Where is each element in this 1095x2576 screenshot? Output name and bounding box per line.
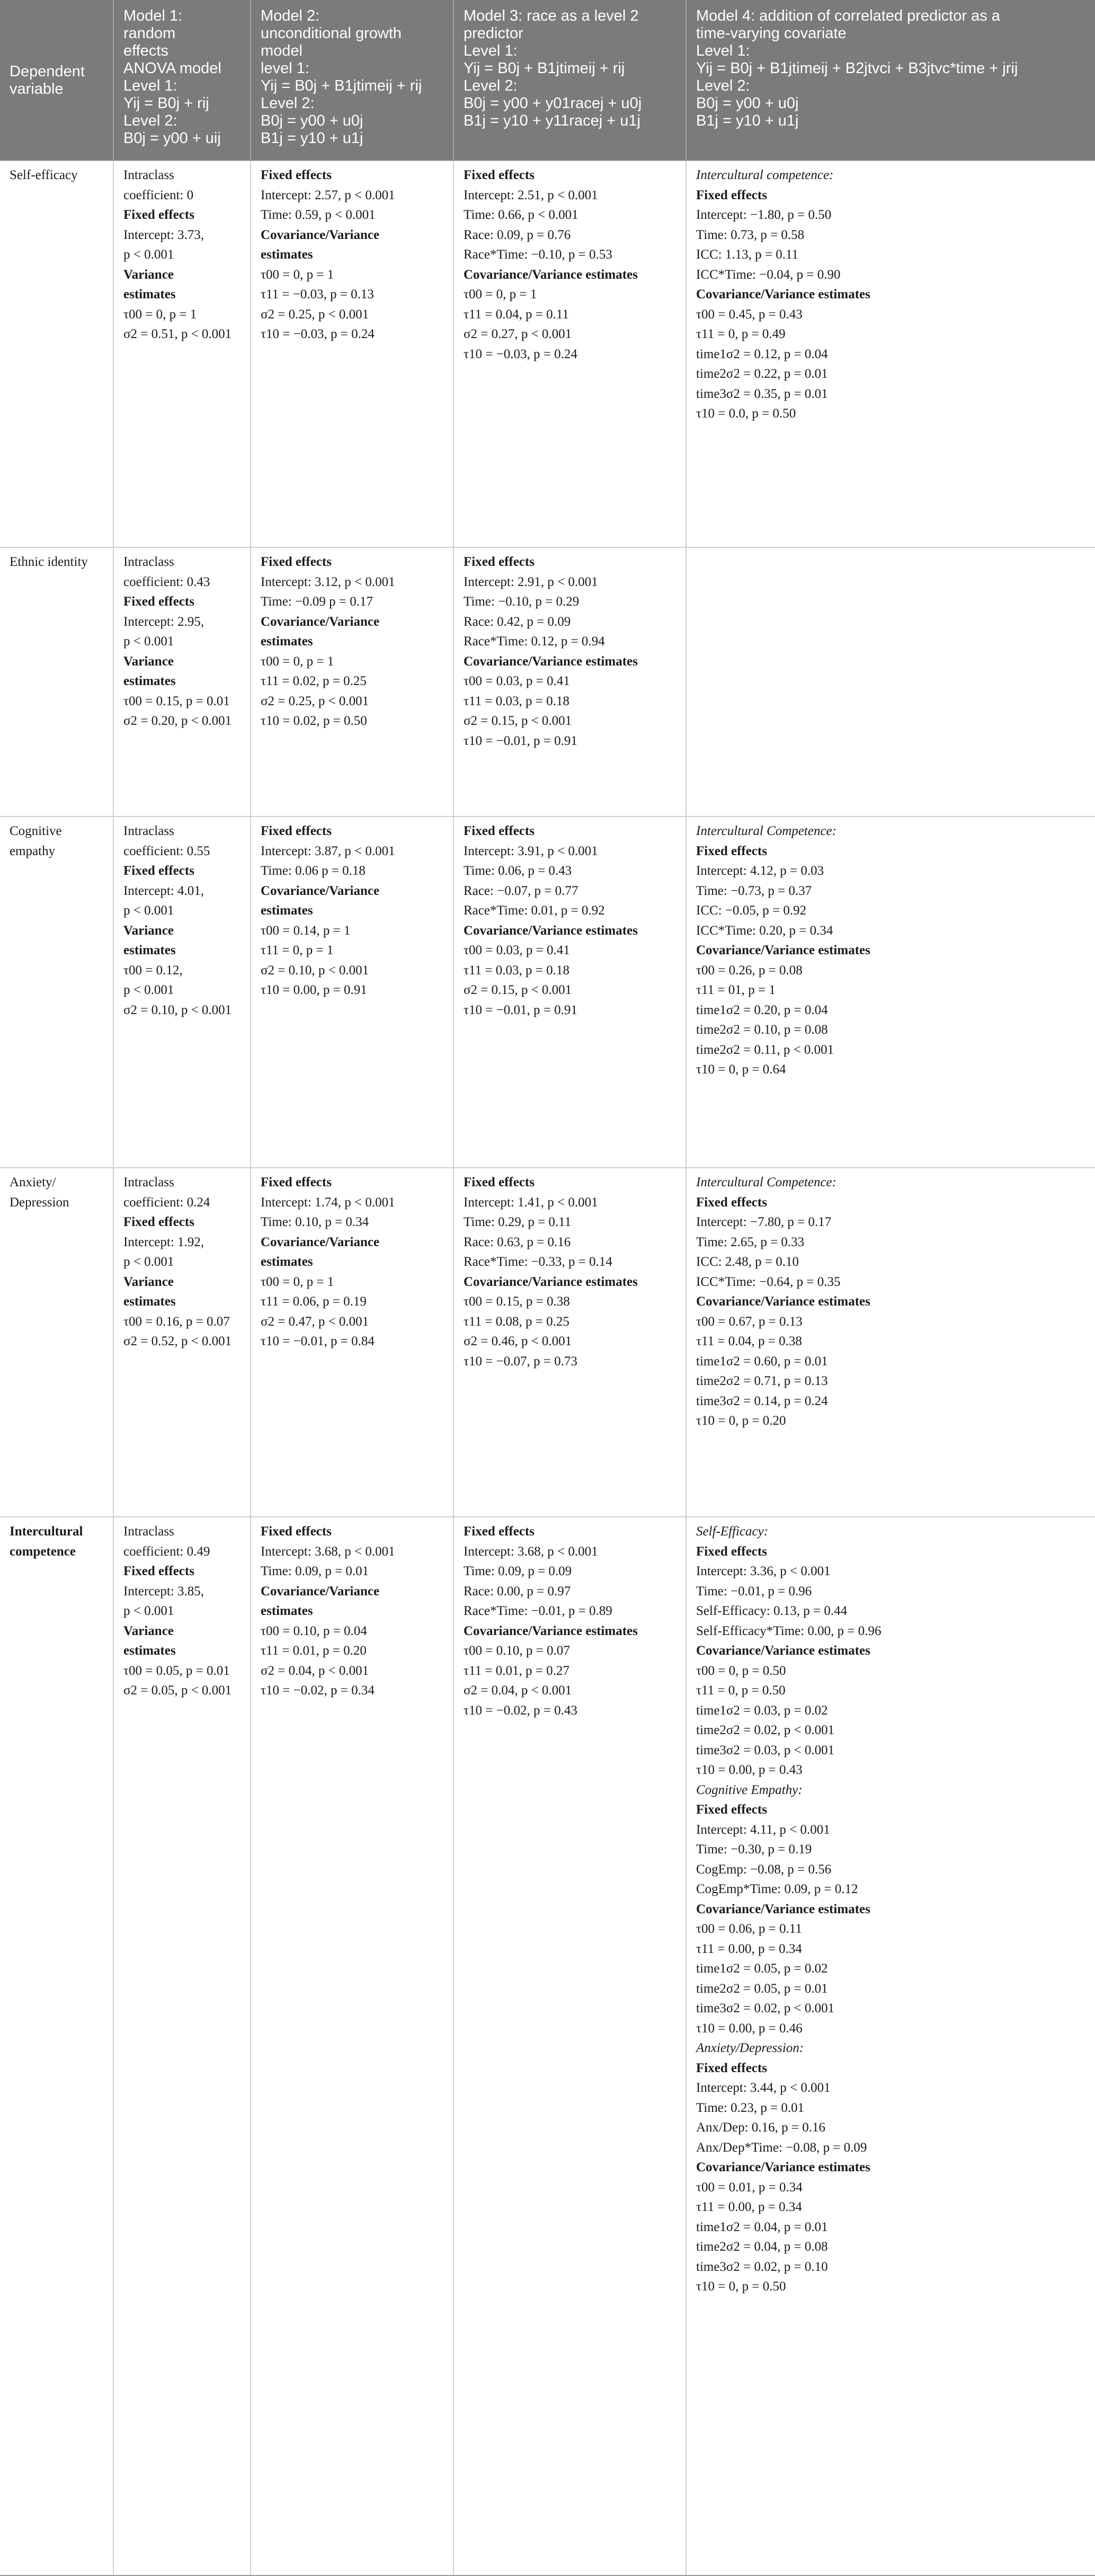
statistic-line: Time: 0.09, p = 0.09 bbox=[464, 1564, 572, 1578]
statistic-line: Intercept: 1.74, p < 0.001 bbox=[261, 1195, 395, 1210]
statistic-line: p < 0.001 bbox=[123, 1604, 174, 1618]
section-heading: estimates bbox=[261, 1604, 313, 1618]
statistic-line: Intercept: 3.44, p < 0.001 bbox=[696, 2081, 831, 2095]
predictor-heading: Cognitive Empathy: bbox=[696, 1782, 803, 1797]
statistic-line: τ00 = 0.10, p = 0.04 bbox=[261, 1623, 367, 1638]
row-label bbox=[0, 161, 113, 547]
header-line: Level 1: bbox=[696, 42, 750, 59]
cell-model-4 bbox=[686, 1168, 1095, 1517]
section-heading: Fixed effects bbox=[696, 1195, 767, 1210]
statistic-line: τ10 = 0, p = 0.64 bbox=[696, 1062, 786, 1077]
section-heading: Variance bbox=[123, 267, 174, 282]
header-line: random bbox=[123, 25, 176, 42]
statistic-line: p < 0.001 bbox=[123, 903, 174, 918]
section-heading: Fixed effects bbox=[261, 1175, 332, 1189]
statistic-line: Race: 0.09, p = 0.76 bbox=[464, 227, 571, 242]
statistic-line: time1σ2 = 0.20, p = 0.04 bbox=[696, 1002, 828, 1017]
cell-model-4 bbox=[686, 816, 1095, 1168]
statistic-line: time3σ2 = 0.03, p < 0.001 bbox=[696, 1743, 835, 1757]
statistic-line: τ11 = 0, p = 1 bbox=[261, 943, 334, 957]
cell-model-2 bbox=[251, 161, 453, 547]
statistic-line: σ2 = 0.10, p < 0.001 bbox=[123, 1002, 232, 1017]
header-model-1 bbox=[113, 0, 251, 161]
statistic-line: time1σ2 = 0.12, p = 0.04 bbox=[696, 347, 828, 361]
statistic-line: Intercept: 1.41, p < 0.001 bbox=[464, 1195, 598, 1210]
section-heading: Fixed effects bbox=[261, 1524, 332, 1539]
statistic-line: Intercept: 3.12, p < 0.001 bbox=[261, 574, 395, 589]
section-heading: estimates bbox=[123, 943, 176, 957]
section-heading: Fixed effects bbox=[261, 824, 332, 838]
statistic-line: Depression bbox=[10, 1195, 69, 1210]
statistic-line: Intercept: 2.91, p < 0.001 bbox=[464, 574, 598, 589]
header-line: effects bbox=[123, 42, 168, 59]
section-heading: Fixed effects bbox=[464, 1175, 535, 1189]
header-model-2 bbox=[251, 0, 453, 161]
statistic-line: time2σ2 = 0.02, p < 0.001 bbox=[696, 1723, 835, 1737]
statistic-line: time2σ2 = 0.71, p = 0.13 bbox=[696, 1374, 828, 1388]
statistic-line: τ11 = 0.03, p = 0.18 bbox=[464, 963, 569, 978]
statistic-line: τ00 = 0.14, p = 1 bbox=[261, 923, 351, 938]
cell-model-1 bbox=[113, 161, 251, 547]
header-line: B0j = y00 + u0j bbox=[261, 112, 363, 129]
header-line: Yij = B0j + B1jtimeij + B2jtvci + B3jtvc*time + jrij bbox=[696, 60, 1018, 77]
section-heading: estimates bbox=[261, 247, 313, 262]
statistic-line: τ00 = 0.15, p = 0.01 bbox=[123, 694, 230, 708]
cell-model-2 bbox=[251, 816, 453, 1168]
cell-model-2 bbox=[251, 547, 453, 816]
section-heading: competence bbox=[10, 1544, 76, 1559]
statistic-line: τ10 = 0, p = 0.20 bbox=[696, 1414, 786, 1428]
statistic-line: Intercept: 3.68, p < 0.001 bbox=[261, 1544, 395, 1559]
statistic-line: σ2 = 0.46, p < 0.001 bbox=[464, 1334, 572, 1348]
section-heading: Variance bbox=[123, 1274, 174, 1289]
statistic-line: σ2 = 0.51, p < 0.001 bbox=[123, 327, 232, 341]
statistic-line: τ00 = 0, p = 1 bbox=[261, 1274, 334, 1289]
statistic-line: ICC: 1.13, p = 0.11 bbox=[696, 247, 799, 262]
statistic-line: τ10 = 0.0, p = 0.50 bbox=[696, 406, 796, 421]
statistic-line: Time: −0.10, p = 0.29 bbox=[464, 594, 580, 609]
statistic-line: Cognitive bbox=[10, 824, 62, 838]
header-line: Model 1: bbox=[123, 7, 183, 24]
header-line: Model 3: race as a level 2 bbox=[464, 7, 639, 24]
predictor-heading: Self-Efficacy: bbox=[696, 1524, 769, 1539]
statistic-line: τ11 = 0.00, p = 0.34 bbox=[696, 1941, 802, 1956]
predictor-heading: Intercultural Competence: bbox=[696, 1175, 836, 1189]
statistic-line: Intercept: 2.51, p < 0.001 bbox=[464, 188, 598, 202]
section-heading: Fixed effects bbox=[123, 208, 194, 222]
statistic-line: p < 0.001 bbox=[123, 634, 174, 649]
header-row bbox=[0, 0, 1095, 161]
section-heading: estimates bbox=[123, 1644, 176, 1658]
section-heading: Covariance/Variance estimates bbox=[464, 923, 638, 938]
statistic-line: Intraclass bbox=[123, 168, 174, 182]
predictor-heading: Anxiety/Depression: bbox=[696, 2041, 804, 2055]
header-line: Level 2: bbox=[464, 77, 518, 94]
statistic-line: τ00 = 0.26, p = 0.08 bbox=[696, 963, 803, 978]
statistic-line: τ00 = 0.16, p = 0.07 bbox=[123, 1314, 230, 1329]
row-label bbox=[0, 816, 113, 1168]
statistic-line: τ11 = 0, p = 0.50 bbox=[696, 1683, 786, 1698]
statistic-line: τ10 = −0.03, p = 0.24 bbox=[261, 327, 375, 341]
statistic-line: time2σ2 = 0.05, p = 0.01 bbox=[696, 1981, 828, 1996]
section-heading: Fixed effects bbox=[696, 1802, 767, 1817]
section-heading: Fixed effects bbox=[464, 824, 535, 838]
statistic-line: ICC*Time: −0.64, p = 0.35 bbox=[696, 1274, 841, 1289]
statistic-line: σ2 = 0.47, p < 0.001 bbox=[261, 1314, 369, 1329]
statistic-line: τ00 = 0.01, p = 0.34 bbox=[696, 2180, 803, 2195]
statistic-line: τ11 = 0.01, p = 0.20 bbox=[261, 1644, 367, 1658]
statistic-line: p < 0.001 bbox=[123, 983, 174, 997]
section-heading: Variance bbox=[123, 923, 174, 938]
header-line: time-varying covariate bbox=[696, 25, 847, 42]
section-heading: Covariance/Variance bbox=[261, 614, 380, 629]
header-line: Level 2: bbox=[696, 77, 750, 94]
statistic-line: τ11 = 0.08, p = 0.25 bbox=[464, 1314, 569, 1329]
statistic-line: τ00 = 0, p = 1 bbox=[261, 267, 334, 282]
statistic-line: Intraclass bbox=[123, 1524, 174, 1539]
statistic-line: Race: 0.00, p = 0.97 bbox=[464, 1584, 571, 1598]
statistic-line: τ10 = −0.02, p = 0.43 bbox=[464, 1703, 577, 1718]
predictor-heading: Intercultural Competence: bbox=[696, 824, 836, 838]
statistic-line: time2σ2 = 0.11, p < 0.001 bbox=[696, 1042, 834, 1057]
header-line: ANOVA model bbox=[123, 60, 221, 77]
statistic-line: τ11 = 0.00, p = 0.34 bbox=[696, 2200, 802, 2214]
cell-model-4 bbox=[686, 547, 1095, 816]
header-line: B1j = y10 + y11racej + u1j bbox=[464, 112, 640, 129]
statistic-line: p < 0.001 bbox=[123, 1255, 174, 1269]
header-dependent-variable bbox=[0, 0, 113, 161]
section-heading: Covariance/Variance bbox=[261, 1584, 380, 1598]
statistic-line: time2σ2 = 0.22, p = 0.01 bbox=[696, 367, 828, 381]
section-heading: Intercultural bbox=[10, 1524, 83, 1539]
section-heading: estimates bbox=[123, 1294, 176, 1309]
table-body bbox=[0, 161, 1095, 2575]
statistic-line: Intercept: 3.73, bbox=[123, 227, 204, 242]
predictor-heading: Intercultural competence: bbox=[696, 168, 834, 182]
statistic-line: Intercept: 3.91, p < 0.001 bbox=[464, 843, 598, 858]
statistic-line: τ00 = 0, p = 0.50 bbox=[696, 1663, 786, 1678]
statistic-line: Time: −0.30, p = 0.19 bbox=[696, 1842, 812, 1857]
header-model-3 bbox=[453, 0, 686, 161]
section-heading: Covariance/Variance estimates bbox=[696, 943, 870, 957]
statistic-line: ICC: 2.48, p = 0.10 bbox=[696, 1255, 799, 1269]
statistic-line: τ00 = 0.06, p = 0.11 bbox=[696, 1922, 802, 1936]
header-line: predictor bbox=[464, 25, 523, 42]
statistic-line: σ2 = 0.20, p < 0.001 bbox=[123, 714, 232, 728]
statistic-line: σ2 = 0.52, p < 0.001 bbox=[123, 1334, 232, 1348]
statistic-line: τ10 = 0.02, p = 0.50 bbox=[261, 714, 367, 728]
statistic-line: σ2 = 0.05, p < 0.001 bbox=[123, 1683, 232, 1698]
statistic-line: coefficient: 0 bbox=[123, 188, 194, 202]
statistic-line: ICC*Time: 0.20, p = 0.34 bbox=[696, 923, 833, 938]
statistic-line: Intercept: 2.95, bbox=[123, 614, 204, 629]
cell-model-2 bbox=[251, 1168, 453, 1517]
section-heading: Fixed effects bbox=[123, 594, 194, 609]
section-heading: Fixed effects bbox=[261, 168, 332, 182]
statistic-line: Time: 0.29, p = 0.11 bbox=[464, 1215, 572, 1229]
section-heading: estimates bbox=[123, 287, 176, 301]
section-heading: Covariance/Variance estimates bbox=[464, 654, 638, 669]
statistic-line: τ00 = 0, p = 1 bbox=[123, 307, 197, 322]
statistic-line: CogEmp*Time: 0.09, p = 0.12 bbox=[696, 1882, 858, 1896]
statistic-line: Race*Time: −0.01, p = 0.89 bbox=[464, 1604, 612, 1618]
statistic-line: Intercept: 4.01, bbox=[123, 883, 204, 898]
statistic-line: τ00 = 0.45, p = 0.43 bbox=[696, 307, 803, 322]
statistic-line: τ10 = 0, p = 0.50 bbox=[696, 2279, 786, 2294]
statistic-line: Race*Time: −0.10, p = 0.53 bbox=[464, 247, 612, 262]
statistic-line: τ11 = 0.06, p = 0.19 bbox=[261, 1294, 367, 1309]
statistic-line: σ2 = 0.25, p < 0.001 bbox=[261, 694, 369, 708]
statistic-line: τ11 = −0.03, p = 0.13 bbox=[261, 287, 374, 301]
section-heading: Fixed effects bbox=[261, 555, 332, 569]
statistic-line: Time: 0.66, p < 0.001 bbox=[464, 208, 578, 222]
statistic-line: time1σ2 = 0.05, p = 0.02 bbox=[696, 1961, 828, 1976]
section-heading: Fixed effects bbox=[696, 188, 767, 202]
header-line: Yij = B0j + rij bbox=[123, 95, 209, 112]
header-line: model bbox=[261, 42, 302, 59]
section-heading: Covariance/Variance bbox=[261, 227, 380, 242]
section-heading: Fixed effects bbox=[123, 1564, 194, 1578]
statistic-line: Intercept: 4.12, p = 0.03 bbox=[696, 864, 824, 878]
cell-model-4 bbox=[686, 1517, 1095, 2575]
statistic-line: σ2 = 0.10, p < 0.001 bbox=[261, 963, 369, 978]
statistic-line: σ2 = 0.15, p < 0.001 bbox=[464, 983, 572, 997]
statistic-line: time1σ2 = 0.04, p = 0.01 bbox=[696, 2219, 828, 2234]
statistic-line: empathy bbox=[10, 843, 56, 858]
header-line: Level 1: bbox=[123, 77, 177, 94]
statistic-line: σ2 = 0.04, p < 0.001 bbox=[464, 1683, 572, 1698]
row-label bbox=[0, 1168, 113, 1517]
section-heading: estimates bbox=[261, 1255, 313, 1269]
section-heading: Fixed effects bbox=[464, 1524, 535, 1539]
statistic-line: τ00 = 0, p = 1 bbox=[464, 287, 537, 301]
statistic-line: Time: 0.23, p = 0.01 bbox=[696, 2100, 805, 2115]
statistic-line: coefficient: 0.49 bbox=[123, 1544, 210, 1559]
cell-model-1 bbox=[113, 1517, 251, 2575]
statistic-line: Time: 0.09, p = 0.01 bbox=[261, 1564, 369, 1578]
header-line: unconditional growth bbox=[261, 25, 402, 42]
header-line: Level 2: bbox=[123, 112, 177, 129]
section-heading: Covariance/Variance estimates bbox=[696, 2160, 870, 2174]
statistic-line: Self-Efficacy: 0.13, p = 0.44 bbox=[696, 1604, 848, 1618]
section-heading: Covariance/Variance estimates bbox=[464, 267, 638, 282]
statistic-line: time1σ2 = 0.03, p = 0.02 bbox=[696, 1703, 828, 1718]
section-heading: estimates bbox=[261, 634, 313, 649]
statistic-line: Intercept: 1.92, bbox=[123, 1234, 204, 1249]
statistic-line: τ00 = 0.10, p = 0.07 bbox=[464, 1644, 570, 1658]
header-line: Level 2: bbox=[261, 95, 315, 112]
statistic-line: Intercept: 3.85, bbox=[123, 1584, 204, 1598]
header-line: B1j = y10 + u1j bbox=[261, 130, 363, 147]
section-heading: Covariance/Variance estimates bbox=[696, 1644, 870, 1658]
statistic-line: τ11 = 0.02, p = 0.25 bbox=[261, 674, 367, 688]
header-line: level 1: bbox=[261, 60, 309, 77]
statistic-line: time3σ2 = 0.02, p = 0.10 bbox=[696, 2259, 828, 2274]
statistic-line: Intercept: 3.36, p < 0.001 bbox=[696, 1564, 831, 1578]
statistic-line: Time: 0.06, p = 0.43 bbox=[464, 864, 572, 878]
section-heading: Covariance/Variance estimates bbox=[696, 1902, 870, 1916]
statistic-line: τ11 = 0.01, p = 0.27 bbox=[464, 1663, 569, 1678]
statistic-line: Time: −0.01, p = 0.96 bbox=[696, 1584, 812, 1598]
header-line: Level 1: bbox=[464, 42, 518, 59]
section-heading: Variance bbox=[123, 1623, 174, 1638]
statistic-line: Ethnic identity bbox=[10, 555, 88, 569]
statistic-line: Self-efficacy bbox=[10, 168, 78, 182]
row-self-efficacy bbox=[0, 161, 1095, 547]
statistic-line: Intercept: −7.80, p = 0.17 bbox=[696, 1215, 832, 1229]
statistic-line: τ11 = 0.04, p = 0.11 bbox=[464, 307, 569, 322]
statistic-line: σ2 = 0.15, p < 0.001 bbox=[464, 714, 572, 728]
statistic-line: Intercept: 4.11, p < 0.001 bbox=[696, 1822, 830, 1837]
section-heading: Fixed effects bbox=[696, 2060, 767, 2075]
statistic-line: Time: 2.65, p = 0.33 bbox=[696, 1234, 805, 1249]
statistic-line: σ2 = 0.27, p < 0.001 bbox=[464, 327, 572, 341]
cell-model-3 bbox=[453, 547, 686, 816]
statistic-line: τ10 = −0.01, p = 0.91 bbox=[464, 1002, 577, 1017]
statistic-line: Intraclass bbox=[123, 824, 174, 838]
statistic-line: time3σ2 = 0.35, p = 0.01 bbox=[696, 386, 828, 401]
statistic-line: τ00 = 0, p = 1 bbox=[261, 654, 334, 669]
statistic-line: τ11 = 0, p = 0.49 bbox=[696, 327, 786, 341]
statistic-line: Time: 0.73, p = 0.58 bbox=[696, 227, 805, 242]
statistic-line: τ00 = 0.03, p = 0.41 bbox=[464, 674, 570, 688]
statistic-line: Time: 0.06 p = 0.18 bbox=[261, 864, 366, 878]
statistic-line: Time: 0.59, p < 0.001 bbox=[261, 208, 376, 222]
statistic-line: coefficient: 0.43 bbox=[123, 574, 210, 589]
cell-model-3 bbox=[453, 1517, 686, 2575]
row-ethnic-identity bbox=[0, 547, 1095, 816]
statistic-line: Race: 0.63, p = 0.16 bbox=[464, 1234, 571, 1249]
statistic-line: τ11 = 0.03, p = 0.18 bbox=[464, 694, 569, 708]
statistic-line: τ10 = −0.03, p = 0.24 bbox=[464, 347, 577, 361]
statistic-line: Intraclass bbox=[123, 555, 174, 569]
header-line: Yij = B0j + B1jtimeij + rij bbox=[261, 77, 422, 94]
row-label bbox=[0, 547, 113, 816]
statistic-line: coefficient: 0.24 bbox=[123, 1195, 210, 1210]
statistic-line: ICC: −0.05, p = 0.92 bbox=[696, 903, 807, 918]
section-heading: Covariance/Variance estimates bbox=[464, 1623, 638, 1638]
statistic-line: τ10 = 0.00, p = 0.43 bbox=[696, 1763, 803, 1777]
statistic-line: τ10 = −0.07, p = 0.73 bbox=[464, 1354, 577, 1369]
cell-model-1 bbox=[113, 816, 251, 1168]
cell-model-3 bbox=[453, 1168, 686, 1517]
statistic-line: Race: −0.07, p = 0.77 bbox=[464, 883, 578, 898]
statistic-line: Anx/Dep*Time: −0.08, p = 0.09 bbox=[696, 2140, 867, 2155]
statistic-line: Race*Time: 0.01, p = 0.92 bbox=[464, 903, 605, 918]
header-line: B0j = y00 + uij bbox=[123, 130, 221, 147]
statistic-line: Race*Time: 0.12, p = 0.94 bbox=[464, 634, 605, 649]
statistic-line: Time: −0.73, p = 0.37 bbox=[696, 883, 812, 898]
row-label bbox=[0, 1517, 113, 2575]
statistic-line: Race*Time: −0.33, p = 0.14 bbox=[464, 1255, 612, 1269]
statistic-line: τ00 = 0.15, p = 0.38 bbox=[464, 1294, 570, 1309]
header-line: Yij = B0j + B1jtimeij + rij bbox=[464, 60, 625, 77]
statistic-line: τ00 = 0.03, p = 0.41 bbox=[464, 943, 570, 957]
header-line: B1j = y10 + u1j bbox=[696, 112, 799, 129]
statistic-line: Time: 0.10, p = 0.34 bbox=[261, 1215, 369, 1229]
statistic-line: τ10 = 0.00, p = 0.46 bbox=[696, 2021, 803, 2036]
section-heading: Fixed effects bbox=[464, 168, 535, 182]
section-heading: Fixed effects bbox=[696, 1544, 767, 1559]
section-heading: Covariance/Variance estimates bbox=[464, 1274, 638, 1289]
header-line: Model 2: bbox=[261, 7, 320, 24]
statistic-line: Self-Efficacy*Time: 0.00, p = 0.96 bbox=[696, 1623, 882, 1638]
statistic-line: Intercept: 2.57, p < 0.001 bbox=[261, 188, 395, 202]
statistic-line: τ00 = 0.05, p = 0.01 bbox=[123, 1663, 230, 1678]
row-intercultural-competence bbox=[0, 1517, 1095, 2575]
statistic-line: Intercept: 3.87, p < 0.001 bbox=[261, 843, 395, 858]
statistic-line: τ10 = 0.00, p = 0.91 bbox=[261, 983, 367, 997]
header-line: B0j = y00 + u0j bbox=[696, 95, 799, 112]
statistic-line: τ00 = 0.67, p = 0.13 bbox=[696, 1314, 803, 1329]
statistic-line: σ2 = 0.04, p < 0.001 bbox=[261, 1663, 369, 1678]
section-heading: Variance bbox=[123, 654, 174, 669]
cell-model-2 bbox=[251, 1517, 453, 2575]
section-heading: Fixed effects bbox=[123, 864, 194, 878]
statistic-line: time1σ2 = 0.60, p = 0.01 bbox=[696, 1354, 828, 1369]
statistic-line: Anxiety/ bbox=[10, 1175, 56, 1189]
statistic-line: τ00 = 0.12, bbox=[123, 963, 183, 978]
statistic-line: time3σ2 = 0.14, p = 0.24 bbox=[696, 1393, 828, 1408]
row-cognitive-empathy bbox=[0, 816, 1095, 1168]
section-heading: estimates bbox=[123, 674, 176, 688]
statistic-line: τ10 = −0.01, p = 0.91 bbox=[464, 733, 577, 748]
statistic-line: Time: −0.09 p = 0.17 bbox=[261, 594, 373, 609]
cell-model-1 bbox=[113, 547, 251, 816]
statistic-line: Intercept: −1.80, p = 0.50 bbox=[696, 208, 832, 222]
table-header bbox=[0, 0, 1095, 161]
header-line: variable bbox=[10, 81, 64, 97]
statistic-line: Intercept: 3.68, p < 0.001 bbox=[464, 1544, 598, 1559]
statistic-line: Intraclass bbox=[123, 1175, 174, 1189]
section-heading: estimates bbox=[261, 903, 313, 918]
statistic-line: τ11 = 0.04, p = 0.38 bbox=[696, 1334, 802, 1348]
statistic-line: time2σ2 = 0.10, p = 0.08 bbox=[696, 1023, 828, 1037]
section-heading: Covariance/Variance bbox=[261, 1234, 380, 1249]
statistic-line: τ11 = 01, p = 1 bbox=[696, 983, 776, 997]
statistic-line: Anx/Dep: 0.16, p = 0.16 bbox=[696, 2120, 825, 2135]
section-heading: Covariance/Variance estimates bbox=[696, 287, 870, 301]
statistic-line: time2σ2 = 0.04, p = 0.08 bbox=[696, 2240, 828, 2254]
statistic-line: ICC*Time: −0.04, p = 0.90 bbox=[696, 267, 841, 282]
statistic-line: τ10 = −0.01, p = 0.84 bbox=[261, 1334, 375, 1348]
row-anxiety-depression bbox=[0, 1168, 1095, 1517]
section-heading: Covariance/Variance bbox=[261, 883, 380, 898]
cell-model-4 bbox=[686, 161, 1095, 547]
header-line: Dependent bbox=[10, 63, 85, 80]
section-heading: Fixed effects bbox=[696, 843, 767, 858]
section-heading: Covariance/Variance estimates bbox=[696, 1294, 870, 1309]
section-heading: Fixed effects bbox=[123, 1215, 194, 1229]
statistic-line: time3σ2 = 0.02, p < 0.001 bbox=[696, 2001, 835, 2015]
statistic-line: coefficient: 0.55 bbox=[123, 843, 210, 858]
statistic-line: Race: 0.42, p = 0.09 bbox=[464, 614, 571, 629]
header-line: B0j = y00 + y01racej + u0j bbox=[464, 95, 642, 112]
statistic-line: τ10 = −0.02, p = 0.34 bbox=[261, 1683, 375, 1698]
cell-model-1 bbox=[113, 1168, 251, 1517]
statistic-line: p < 0.001 bbox=[123, 247, 174, 262]
header-model-4 bbox=[686, 0, 1095, 161]
section-heading: Fixed effects bbox=[464, 555, 535, 569]
statistic-line: CogEmp: −0.08, p = 0.56 bbox=[696, 1862, 832, 1877]
cell-model-3 bbox=[453, 816, 686, 1168]
cell-model-3 bbox=[453, 161, 686, 547]
header-line: Model 4: addition of correlated predictor as a bbox=[696, 7, 1000, 24]
statistic-line: σ2 = 0.25, p < 0.001 bbox=[261, 307, 369, 322]
